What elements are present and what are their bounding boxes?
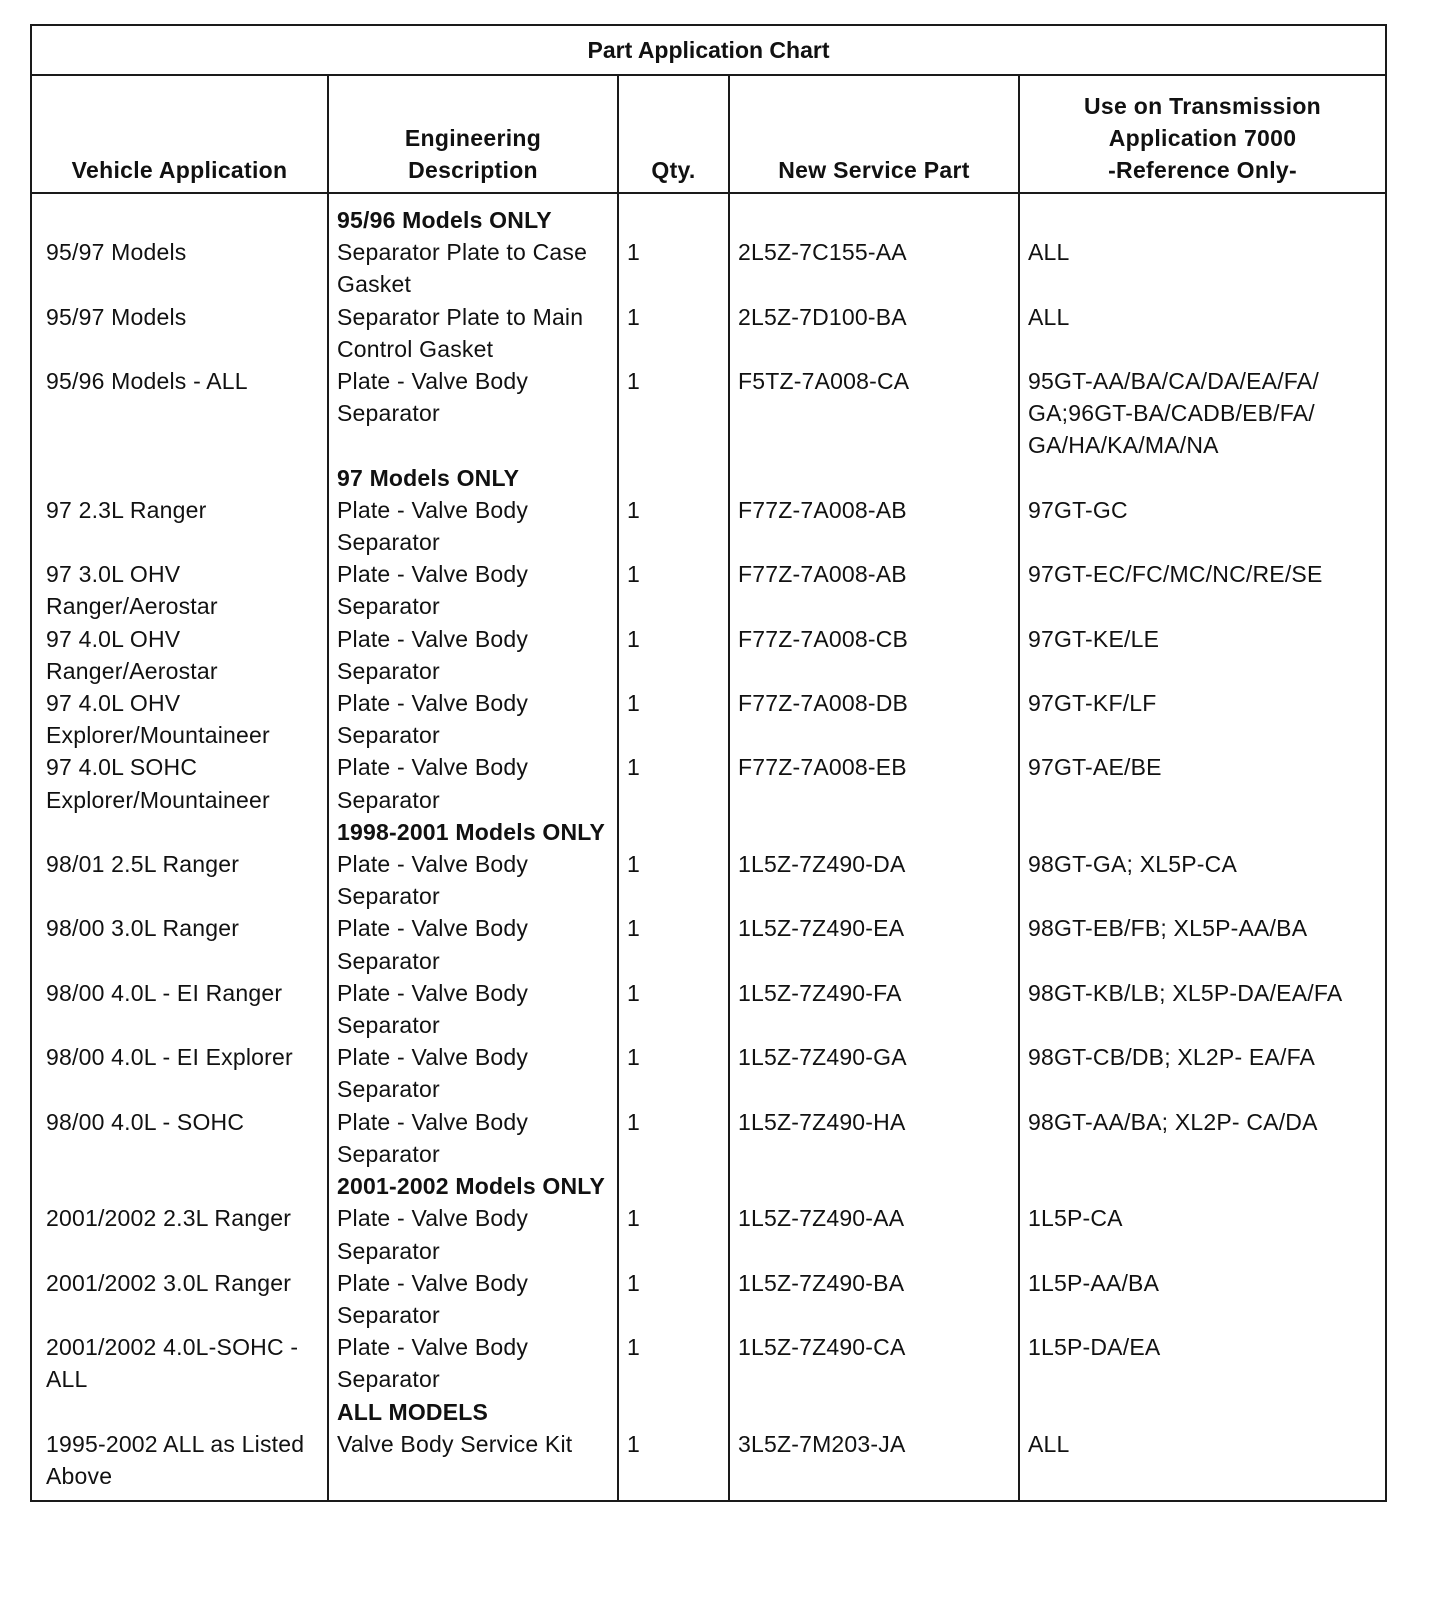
header-use-on-transmission [1019, 75, 1386, 193]
use-on-cell: 98GT-AA/BA; XL2P- CA/DA [1019, 1106, 1386, 1170]
section-heading-row [31, 1170, 1386, 1202]
table-row [31, 558, 1386, 622]
vehicle-application-cell: 98/00 4.0L - EI Explorer [31, 1041, 328, 1105]
header-vehicle-application [31, 75, 328, 193]
qty-cell: 1 [618, 1331, 729, 1395]
engineering-description-cell: Plate - Valve Body Separator [328, 1331, 618, 1395]
table-row [31, 848, 1386, 912]
use-on-cell: 97GT-GC [1019, 494, 1386, 558]
engineering-description-cell: Plate - Valve Body Separator [328, 365, 618, 462]
use-on-cell: ALL [1019, 301, 1386, 365]
engineering-description-cell: Plate - Valve Body Separator [328, 558, 618, 622]
qty-cell: 1 [618, 236, 729, 300]
vehicle-application-cell: 2001/2002 4.0L-SOHC - ALL [31, 1331, 328, 1395]
section-heading: ALL MODELS [328, 1396, 618, 1428]
vehicle-application-cell: 98/00 4.0L - SOHC [31, 1106, 328, 1170]
engineering-description-cell: Plate - Valve Body Separator [328, 494, 618, 558]
use-on-cell: 1L5P-DA/EA [1019, 1331, 1386, 1395]
table-row [31, 1428, 1386, 1501]
header-vehicle-application-label: Vehicle Application [71, 157, 288, 183]
engineering-description-cell: Separator Plate to Main Control Gasket [328, 301, 618, 365]
service-part-cell: F77Z-7A008-AB [729, 494, 1019, 558]
table-body [31, 193, 1386, 1501]
service-part-cell: F5TZ-7A008-CA [729, 365, 1019, 462]
header-engineering-description-line2: Description [408, 157, 538, 183]
header-row [31, 75, 1386, 193]
service-part-cell: F77Z-7A008-CB [729, 623, 1019, 687]
table-row [31, 912, 1386, 976]
qty-cell: 1 [618, 1106, 729, 1170]
vehicle-application-cell: 97 4.0L SOHC Explorer/Mountaineer [31, 751, 328, 815]
table-row [31, 1267, 1386, 1331]
header-use-on-line3: -Reference Only- [1108, 157, 1297, 183]
section-heading-row [31, 462, 1386, 494]
use-on-cell: 97GT-KF/LF [1019, 687, 1386, 751]
use-on-cell: 98GT-KB/LB; XL5P-DA/EA/FA [1019, 977, 1386, 1041]
vehicle-application-cell: 95/96 Models - ALL [31, 365, 328, 462]
section-heading-row [31, 816, 1386, 848]
use-on-cell: 97GT-AE/BE [1019, 751, 1386, 815]
engineering-description-cell: Plate - Valve Body Separator [328, 1202, 618, 1266]
vehicle-application-cell: 98/01 2.5L Ranger [31, 848, 328, 912]
engineering-description-cell: Plate - Valve Body Separator [328, 848, 618, 912]
use-on-cell: 98GT-EB/FB; XL5P-AA/BA [1019, 912, 1386, 976]
qty-cell: 1 [618, 1041, 729, 1105]
table-row [31, 494, 1386, 558]
use-on-cell: 95GT-AA/BA/CA/DA/EA/FA/ GA;96GT-BA/CADB/EB/FA/ GA/HA/KA/MA/NA [1019, 365, 1386, 462]
table-row [31, 1106, 1386, 1170]
service-part-cell: 1L5Z-7Z490-DA [729, 848, 1019, 912]
engineering-description-cell: Plate - Valve Body Separator [328, 912, 618, 976]
engineering-description-cell: Plate - Valve Body Separator [328, 623, 618, 687]
table-row [31, 623, 1386, 687]
section-heading: 1998-2001 Models ONLY [328, 816, 618, 848]
vehicle-application-cell: 97 4.0L OHV Explorer/Mountaineer [31, 687, 328, 751]
use-on-cell: 97GT-KE/LE [1019, 623, 1386, 687]
qty-cell: 1 [618, 687, 729, 751]
service-part-cell: 1L5Z-7Z490-BA [729, 1267, 1019, 1331]
section-heading: 2001-2002 Models ONLY [328, 1170, 618, 1202]
engineering-description-cell: Plate - Valve Body Separator [328, 1267, 618, 1331]
section-heading-row [31, 204, 1386, 236]
use-on-cell: 1L5P-CA [1019, 1202, 1386, 1266]
header-use-on-line2: Application 7000 [1108, 125, 1297, 151]
qty-cell: 1 [618, 1202, 729, 1266]
vehicle-application-cell: 97 2.3L Ranger [31, 494, 328, 558]
use-on-cell: ALL [1019, 1428, 1386, 1501]
table-row [31, 365, 1386, 462]
service-part-cell: 2L5Z-7D100-BA [729, 301, 1019, 365]
use-on-cell: 97GT-EC/FC/MC/NC/RE/SE [1019, 558, 1386, 622]
table-row [31, 1202, 1386, 1266]
section-heading: 95/96 Models ONLY [328, 204, 618, 236]
header-use-on-line1: Use on Transmission [1083, 93, 1322, 119]
engineering-description-cell: Separator Plate to Case Gasket [328, 236, 618, 300]
service-part-cell: F77Z-7A008-DB [729, 687, 1019, 751]
header-new-service-part-label: New Service Part [778, 157, 970, 183]
engineering-description-cell: Plate - Valve Body Separator [328, 977, 618, 1041]
service-part-cell: 1L5Z-7Z490-HA [729, 1106, 1019, 1170]
qty-cell: 1 [618, 365, 729, 462]
table-row [31, 977, 1386, 1041]
part-application-table [30, 24, 1387, 1502]
engineering-description-cell: Plate - Valve Body Separator [328, 1106, 618, 1170]
table-row [31, 1331, 1386, 1395]
service-part-cell: 1L5Z-7Z490-AA [729, 1202, 1019, 1266]
qty-cell: 1 [618, 623, 729, 687]
vehicle-application-cell: 1995-2002 ALL as Listed Above [31, 1428, 328, 1501]
vehicle-application-cell: 97 3.0L OHV Ranger/Aerostar [31, 558, 328, 622]
table-row [31, 751, 1386, 815]
qty-cell: 1 [618, 751, 729, 815]
header-engineering-description [328, 75, 618, 193]
use-on-cell: ALL [1019, 236, 1386, 300]
service-part-cell: F77Z-7A008-AB [729, 558, 1019, 622]
qty-cell: 1 [618, 912, 729, 976]
qty-cell: 1 [618, 301, 729, 365]
service-part-cell: 3L5Z-7M203-JA [729, 1428, 1019, 1501]
vehicle-application-cell: 97 4.0L OHV Ranger/Aerostar [31, 623, 328, 687]
engineering-description-cell: Plate - Valve Body Separator [328, 687, 618, 751]
header-new-service-part [729, 75, 1019, 193]
service-part-cell: 1L5Z-7Z490-CA [729, 1331, 1019, 1395]
engineering-description-cell: Valve Body Service Kit [328, 1428, 618, 1501]
chart-title: Part Application Chart [31, 25, 1386, 75]
service-part-cell: 1L5Z-7Z490-FA [729, 977, 1019, 1041]
qty-cell: 1 [618, 494, 729, 558]
table-row [31, 687, 1386, 751]
qty-cell: 1 [618, 977, 729, 1041]
header-qty [618, 75, 729, 193]
vehicle-application-cell: 95/97 Models [31, 236, 328, 300]
table-row [31, 301, 1386, 365]
service-part-cell: 1L5Z-7Z490-EA [729, 912, 1019, 976]
qty-cell: 1 [618, 1267, 729, 1331]
service-part-cell: 1L5Z-7Z490-GA [729, 1041, 1019, 1105]
header-qty-label: Qty. [651, 157, 696, 183]
table-row [31, 1041, 1386, 1105]
qty-cell: 1 [618, 848, 729, 912]
engineering-description-cell: Plate - Valve Body Separator [328, 1041, 618, 1105]
section-heading-row [31, 1396, 1386, 1428]
vehicle-application-cell: 2001/2002 2.3L Ranger [31, 1202, 328, 1266]
service-part-cell: F77Z-7A008-EB [729, 751, 1019, 815]
qty-cell: 1 [618, 558, 729, 622]
vehicle-application-cell: 95/97 Models [31, 301, 328, 365]
vehicle-application-cell: 98/00 3.0L Ranger [31, 912, 328, 976]
header-engineering-description-line1: Engineering [404, 125, 542, 151]
qty-cell: 1 [618, 1428, 729, 1501]
engineering-description-cell: Plate - Valve Body Separator [328, 751, 618, 815]
vehicle-application-cell: 2001/2002 3.0L Ranger [31, 1267, 328, 1331]
section-heading: 97 Models ONLY [328, 462, 618, 494]
vehicle-application-cell: 98/00 4.0L - EI Ranger [31, 977, 328, 1041]
use-on-cell: 1L5P-AA/BA [1019, 1267, 1386, 1331]
use-on-cell: 98GT-GA; XL5P-CA [1019, 848, 1386, 912]
part-application-chart [30, 24, 1385, 1502]
use-on-cell: 98GT-CB/DB; XL2P- EA/FA [1019, 1041, 1386, 1105]
table-row [31, 236, 1386, 300]
service-part-cell: 2L5Z-7C155-AA [729, 236, 1019, 300]
